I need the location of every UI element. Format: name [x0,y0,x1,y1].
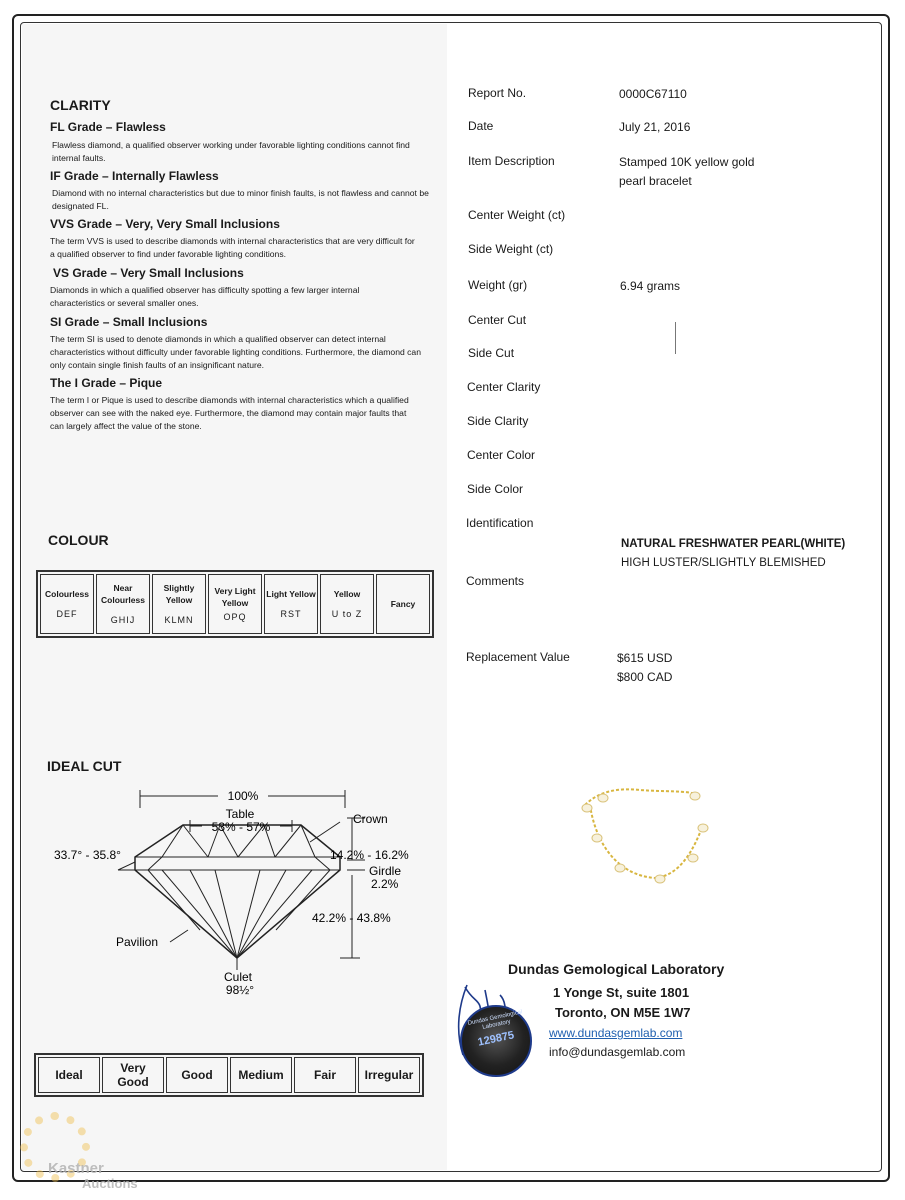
cut-grade-medium: Medium [230,1057,292,1093]
grade-title-vvs: VVS Grade – Very, Very Small Inclusions [50,217,280,231]
colour-scale-table [36,570,434,638]
diagram-girdle-label: Girdle [369,864,402,878]
diagram-girdle-value: 2.2% [371,877,399,891]
colour-cell-slightly-yellow: Slightly Yellow KLMN [152,574,206,634]
cut-grade-very-good: Very Good [102,1057,164,1093]
value-replacement-cad: $800 CAD [617,670,673,684]
cut-grade-ideal: Ideal [38,1057,100,1093]
value-item-description: Stamped 10K yellow gold [619,155,755,169]
lab-name: Dundas Gemological Laboratory [508,961,725,977]
grade-title-i: The I Grade – Pique [50,376,163,390]
diagram-pavilion-label: Pavilion [116,935,159,949]
diagram-table-label: Table [225,807,255,821]
ideal-cut-heading: IDEAL CUT [47,758,122,774]
value-identification-detail: HIGH LUSTER/SLIGHTLY BLEMISHED [621,557,826,569]
value-report-no: 0000C67110 [619,87,687,101]
grade-title-if: IF Grade – Internally Flawless [50,169,219,183]
diagram-culet-label: Culet [223,970,253,984]
colour-cell-very-light-yellow: Very Light Yellow OPQ [208,574,262,634]
diagram-crown-angle: 33.7° - 35.8° [54,848,121,862]
label-side-clarity: Side Clarity [467,414,529,428]
grade-title-fl: FL Grade – Flawless [50,120,166,134]
label-center-clarity: Center Clarity [467,380,541,394]
label-center-color: Center Color [467,448,536,462]
scan-mark [675,322,676,354]
label-side-weight: Side Weight (ct) [468,242,554,256]
clarity-heading: CLARITY [50,97,111,113]
label-side-color: Side Color [467,482,524,496]
cut-grade-good: Good [166,1057,228,1093]
colour-cell-colourless: Colourless DEF [40,574,94,634]
label-center-weight: Center Weight (ct) [468,208,566,222]
watermark-text-line2: Auctions [82,1176,138,1191]
grade-title-vs: VS Grade – Very Small Inclusions [53,266,244,280]
lab-email: info@dundasgemlab.com [549,1045,686,1059]
colour-cell-yellow: Yellow U to Z [320,574,374,634]
grade-desc-si: The term SI is used to denote diamonds in which a qualified observer can detect internal characteristics without difficulty under favorable lighting conditions. Furthermore, the diamond can only contain single finish faults of an insignificant nature. [50,334,421,370]
label-date: Date [468,119,494,133]
diagram-table-range: 53% - 57% [211,820,271,834]
lab-address-line1: 1 Yonge St, suite 1801 [553,985,690,1000]
seal-number: 129875 [476,1029,516,1049]
seal-text: Dundas Gemological Laboratory [467,1009,524,1031]
grade-desc-fl: Flawless diamond, a qualified observer working under favorable lighting conditions cannot find internal faults. [52,140,410,163]
colour-cell-light-yellow: Light Yellow RST [264,574,318,634]
cut-grade-table [34,1053,424,1097]
lab-seal [460,1005,532,1077]
grade-desc-if: Diamond with no internal characteristics but due to minor finish faults, is not flawless and cannot be designated FL. [52,188,429,211]
value-replacement-usd: $615 USD [617,651,673,665]
value-weight: 6.94 grams [620,279,681,293]
lab-address-line2: Toronto, ON M5E 1W7 [555,1005,691,1020]
value-item-description-line2: pearl bracelet [619,174,692,188]
label-identification: Identification [466,516,534,530]
label-weight: Weight (gr) [468,278,528,292]
label-report-no: Report No. [468,86,527,100]
diagram-crown-height: 14.2% - 16.2% [330,848,409,862]
diagram-crown-label: Crown [353,812,388,826]
label-side-cut: Side Cut [468,346,515,360]
value-date: July 21, 2016 [619,120,691,134]
diagram-width-label: 100% [227,789,259,803]
lab-website-link[interactable]: www.dundasgemlab.com [549,1026,683,1040]
colour-cell-near-colourless: Near Colourless GHIJ [96,574,150,634]
cut-grade-irregular: Irregular [358,1057,420,1093]
colour-cell-fancy: Fancy [376,574,430,634]
watermark-text-line1: Kastner [48,1160,104,1177]
cut-grade-fair: Fair [294,1057,356,1093]
diamond-diagram [40,780,440,995]
value-identification: NATURAL FRESHWATER PEARL(WHITE) [621,538,846,550]
label-item-description: Item Description [468,154,555,168]
grade-desc-vvs: The term VVS is used to describe diamonds with internal characteristics that are very difficult for a qualified observer to find under favorable lighting conditions. [50,236,415,259]
grade-desc-i: The term I or Pique is used to describe diamonds with internal characteristics which a qualified observer can see with the naked eye. Furthermore, the diamond may contain major faults that can largely affect the value of the stone. [50,395,409,431]
grade-desc-vs: Diamonds in which a qualified observer has difficulty spotting a few larger internal characteristics or several smaller ones. [50,285,360,308]
label-replacement-value: Replacement Value [466,650,570,664]
bracelet-photo [575,780,715,890]
label-center-cut: Center Cut [468,313,527,327]
grade-title-si: SI Grade – Small Inclusions [50,315,208,329]
diagram-pavilion-depth: 42.2% - 43.8% [312,911,391,925]
colour-heading: COLOUR [48,532,109,548]
diagram-culet-value: 98½° [225,983,255,995]
label-comments: Comments [466,574,525,588]
